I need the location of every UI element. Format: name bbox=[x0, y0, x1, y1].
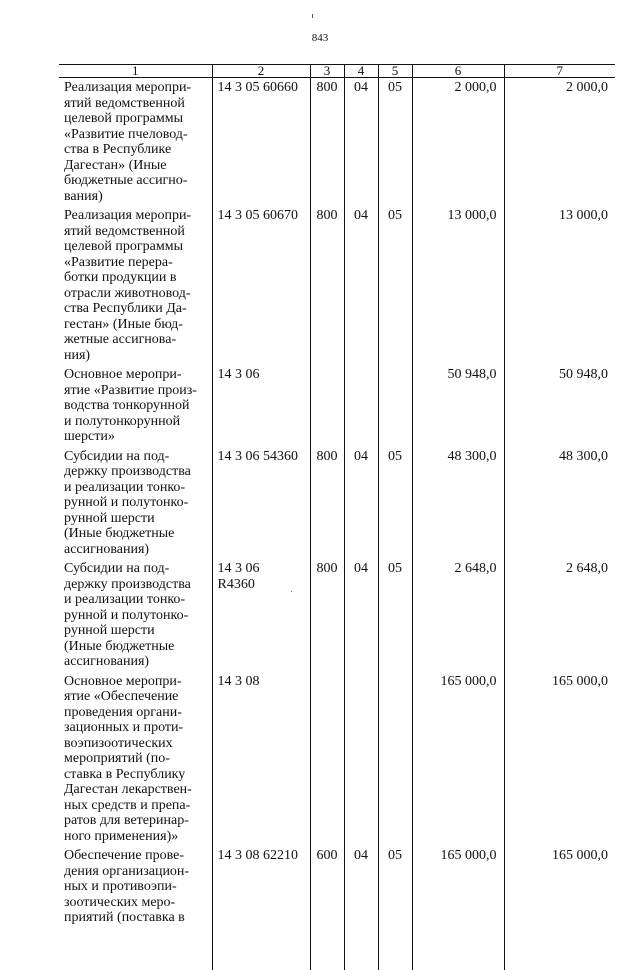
row-col3: 800 bbox=[310, 447, 344, 560]
row-name-cell bbox=[59, 672, 212, 847]
row-code-cell bbox=[212, 206, 310, 365]
row-col5: 05 bbox=[378, 447, 412, 560]
row-name-cell bbox=[59, 447, 212, 560]
row-name-cell bbox=[59, 206, 212, 365]
row-col4: 04 bbox=[344, 206, 378, 365]
row-col3: 800 bbox=[310, 559, 344, 672]
row-name: Реализация меропри- ятий ведомственной целевой программы «Развитие перера- ботки продукции в отрасли животновод- ства Республики Да- гестан» (Иные бюд- жетные ассигнова- ния) bbox=[64, 208, 192, 363]
budget-table bbox=[59, 64, 615, 970]
row-col5 bbox=[378, 365, 412, 447]
row-col5: 05 bbox=[378, 846, 412, 970]
row-col4: 04 bbox=[344, 846, 378, 970]
row-col4 bbox=[344, 365, 378, 447]
row-col6-amount: 165 000,0 bbox=[412, 672, 504, 847]
row-code-cell bbox=[212, 559, 310, 672]
header-col-5: 5 bbox=[378, 65, 412, 78]
row-col7-amount: 48 300,0 bbox=[504, 447, 615, 560]
header-col-7: 7 bbox=[504, 65, 615, 78]
table-row bbox=[59, 447, 615, 560]
row-code: 14 3 06 54360 bbox=[217, 448, 298, 464]
row-col5 bbox=[378, 672, 412, 847]
row-col5: 05 bbox=[378, 559, 412, 672]
table-row bbox=[59, 206, 615, 365]
scan-mark bbox=[312, 14, 313, 18]
row-name-cell bbox=[59, 365, 212, 447]
row-col4: 04 bbox=[344, 447, 378, 560]
row-code-cell bbox=[212, 447, 310, 560]
header-col-4: 4 bbox=[344, 65, 378, 78]
row-name-cell bbox=[59, 846, 212, 970]
row-col3: 800 bbox=[310, 78, 344, 207]
row-col6-amount: 165 000,0 bbox=[412, 846, 504, 970]
row-col5: 05 bbox=[378, 206, 412, 365]
header-col-2: 2 bbox=[212, 65, 310, 78]
row-col7-amount: 2 648,0 bbox=[504, 559, 615, 672]
row-name: Субсидии на под- держку производства и реализации тонко- рунной и полутонко- рунной шерсти (Иные бюджетные ассигнования) bbox=[64, 448, 191, 557]
row-name: Основное меропри- ятие «Развитие произ- водства тонкорунной и полутонкорунной шерсти» bbox=[64, 367, 197, 444]
header-row bbox=[59, 65, 615, 78]
row-col4 bbox=[344, 672, 378, 847]
row-name-cell bbox=[59, 78, 212, 207]
row-code: 14 3 06 bbox=[217, 367, 260, 382]
row-name: Обеспечение прове- дения организацион- ных и противоэпи- зоотических меро- приятий (поставка в bbox=[64, 848, 190, 925]
row-code: 14 3 06 R4360 bbox=[217, 561, 260, 592]
row-col6-amount: 48 300,0 bbox=[412, 447, 504, 560]
table-row bbox=[59, 672, 615, 847]
row-code: 14 3 08 62210 bbox=[217, 848, 298, 863]
row-col4: 04 bbox=[344, 78, 378, 207]
row-code-cell bbox=[212, 78, 310, 207]
row-name: Основное меропри- ятие «Обеспечение проведения органи- зационных и проти- воэпизоотических мероприятий (по- ставка в Республику Дагестан лекарствен- ных средств и препа- ратов для ветеринар- ного применения)» bbox=[64, 673, 192, 844]
row-code-cell bbox=[212, 846, 310, 970]
row-col7-amount: 2 000,0 bbox=[504, 78, 615, 207]
row-col3: 600 bbox=[310, 846, 344, 970]
row-col4: 04 bbox=[344, 559, 378, 672]
header-col-1: 1 bbox=[59, 65, 212, 78]
row-code: 14 3 05 60660 bbox=[217, 80, 298, 95]
row-col7-amount: 165 000,0 bbox=[504, 846, 615, 970]
row-col6-amount: 50 948,0 bbox=[412, 365, 504, 447]
row-code: 14 3 08 bbox=[217, 673, 260, 689]
row-col7-amount: 50 948,0 bbox=[504, 365, 615, 447]
row-name: Реализация меропри- ятий ведомственной целевой программы «Развитие пчеловод- ства в Республике Дагестан» (Иные бюджетные ассигно- вания) bbox=[64, 80, 192, 204]
row-col6-amount: 2 648,0 bbox=[412, 559, 504, 672]
scan-speck bbox=[291, 591, 292, 592]
row-col3 bbox=[310, 365, 344, 447]
row-col3 bbox=[310, 672, 344, 847]
table-row bbox=[59, 559, 615, 672]
row-col7-amount: 13 000,0 bbox=[504, 206, 615, 365]
row-col3: 800 bbox=[310, 206, 344, 365]
row-col6-amount: 2 000,0 bbox=[412, 78, 504, 207]
row-code-cell bbox=[212, 672, 310, 847]
row-col5: 05 bbox=[378, 78, 412, 207]
row-name: Субсидии на под- держку производства и реализации тонко- рунной и полутонко- рунной шерсти (Иные бюджетные ассигнования) bbox=[64, 561, 191, 669]
table-row bbox=[59, 846, 615, 970]
table-row bbox=[59, 78, 615, 207]
header-col-6: 6 bbox=[412, 65, 504, 78]
row-code: 14 3 05 60670 bbox=[217, 208, 298, 223]
table-row bbox=[59, 365, 615, 447]
row-col6-amount: 13 000,0 bbox=[412, 206, 504, 365]
row-code-cell bbox=[212, 365, 310, 447]
page-number: 843 bbox=[311, 32, 329, 44]
row-name-cell bbox=[59, 559, 212, 672]
row-col7-amount: 165 000,0 bbox=[504, 672, 615, 847]
header-col-3: 3 bbox=[310, 65, 344, 78]
